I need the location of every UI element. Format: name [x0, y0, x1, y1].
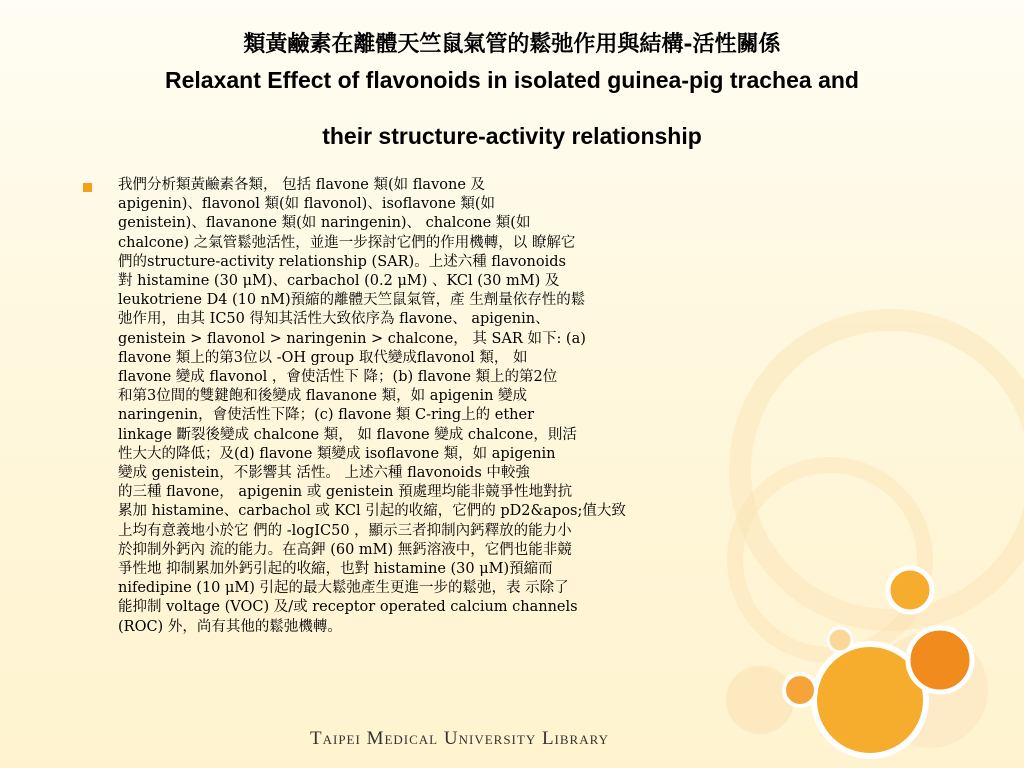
- body-line: 我們分析類黃鹼素各類， 包括 flavone 類(如 flavone 及: [118, 177, 486, 193]
- body-line: 性大大的降低；及(d) flavone 類變成 isoflavone 類，如 apigenin: [118, 445, 556, 462]
- decor-circle-amber-large: [814, 644, 926, 756]
- decor-circle-pale-1: [872, 632, 988, 748]
- decor-circle-light: [828, 628, 852, 652]
- footer-library-name: Taipei Medical University Library: [310, 728, 609, 749]
- body-line: genistein)、flavanone 類(如 naringenin)、 chalcone 類(如: [118, 215, 531, 232]
- body-line: 能抑制 voltage (VOC) 及/或 receptor operated calcium channels: [118, 599, 578, 616]
- title-chinese: 類黃鹼素在離體天竺鼠氣管的鬆弛作用與結構-活性關係: [243, 31, 781, 57]
- decor-circle-pale-2: [726, 666, 794, 734]
- body-line: 爭性地 抑制累加外鈣引起的收縮，也對 histamine (30 μM)預縮而: [118, 561, 553, 578]
- title-english-line1: Relaxant Effect of flavonoids in isolated guinea-pig trachea and: [165, 67, 859, 93]
- body-line: linkage 斷裂後變成 chalcone 類， 如 flavone 變成 chalcone，則活: [118, 426, 577, 443]
- body-line: nifedipine (10 μM) 引起的最大鬆弛產生更進一步的鬆弛，表 示除了: [118, 580, 569, 597]
- decor-ring-medium: [735, 465, 925, 655]
- body-line: flavone 類上的第3位以 -OH group 取代變成flavonol 類， 如: [118, 349, 528, 366]
- body-line: naringenin，會使活性下降；(c) flavone 類 C-ring上的 ether: [118, 407, 535, 424]
- body-line: leukotriene D4 (10 nM)預縮的離體天竺鼠氣管，產 生劑量依存性的鬆: [118, 292, 586, 309]
- body-line: flavone 變成 flavonol ，會使活性下 降；(b) flavone 類上的第2位: [118, 369, 558, 386]
- body-line: 變成 genistein，不影響其 活性。 上述六種 flavonoids 中較強: [118, 465, 530, 482]
- body-line: 上均有意義地小於它 們的 -logIC50 ，顯示三者抑制內鈣釋放的能力小: [118, 522, 572, 539]
- body-line: 累加 histamine、carbachol 或 KCl 引起的收縮，它們的 pD2&apos;值大致: [118, 503, 626, 520]
- title-english-line2: their structure-activity relationship: [322, 123, 702, 149]
- bullet-marker: [83, 183, 92, 192]
- decor-circle-amber-small: [888, 568, 932, 612]
- title-block: [0, 28, 1024, 152]
- decor-ring-large: [740, 320, 1024, 620]
- body-line: 弛作用，由其 IC50 得知其活性大致依序為 flavone、 apigenin、: [118, 311, 550, 328]
- decor-circle-orange-small: [784, 674, 816, 706]
- body-line: apigenin)、flavonol 類(如 flavonol)、isoflavone 類(如: [118, 196, 496, 213]
- body-line: (ROC) 外，尚有其他的鬆弛機轉。: [118, 618, 342, 635]
- body-line: 和第3位間的雙鍵飽和後變成 flavanone 類，如 apigenin 變成: [118, 388, 528, 405]
- decor-circle-orange: [908, 628, 972, 692]
- body-line: 對 histamine (30 μM)、carbachol (0.2 μM) 、KCl (30 mM) 及: [118, 273, 560, 290]
- body-line: 於抑制外鈣內 流的能力。在高鉀 (60 mM) 無鈣溶液中，它們也能非競: [118, 541, 572, 558]
- body-line: 們的structure-activity relationship (SAR)。上述六種 flavonoids: [118, 253, 566, 270]
- body-line: chalcone) 之氣管鬆弛活性，並進一步探討它們的作用機轉，以 瞭解它: [118, 234, 576, 251]
- body-line: genistein > flavonol > naringenin > chalcone， 其 SAR 如下: (a): [118, 330, 586, 347]
- body-line: 的三種 flavone， apigenin 或 genistein 預處理均能非競爭性地對抗: [118, 484, 573, 501]
- body-paragraph: [118, 176, 728, 637]
